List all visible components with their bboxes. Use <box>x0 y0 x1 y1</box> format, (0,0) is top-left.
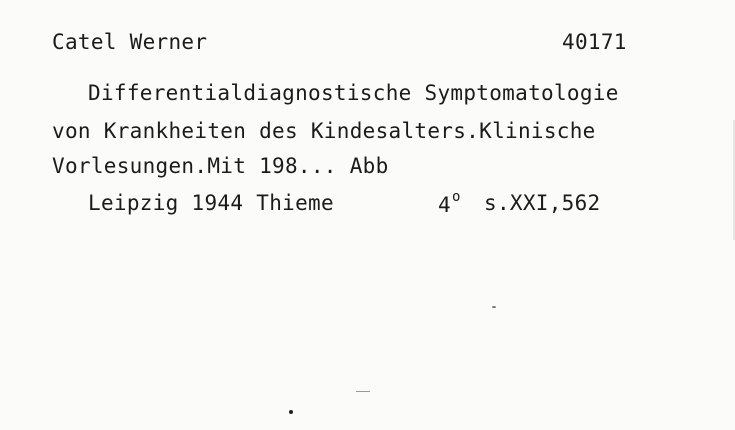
title-line-3: Vorlesungen.Mit 198... Abb <box>52 154 389 178</box>
title-line-1: Differentialdiagnostische Symptomatologie <box>88 81 619 105</box>
format <box>438 189 461 217</box>
format-number: 4 <box>438 193 451 217</box>
ink-speck <box>289 410 293 414</box>
author-name: Catel Werner <box>52 30 208 54</box>
ink-mark <box>356 391 370 392</box>
catalog-number: 40171 <box>562 30 627 54</box>
imprint: Leipzig 1944 Thieme <box>88 191 334 215</box>
format-mark: o <box>451 189 461 205</box>
ink-speck <box>492 306 496 308</box>
pagination: s.XXI,562 <box>484 191 601 215</box>
title-line-2: von Krankheiten des Kindesalters.Klinische <box>52 119 596 143</box>
